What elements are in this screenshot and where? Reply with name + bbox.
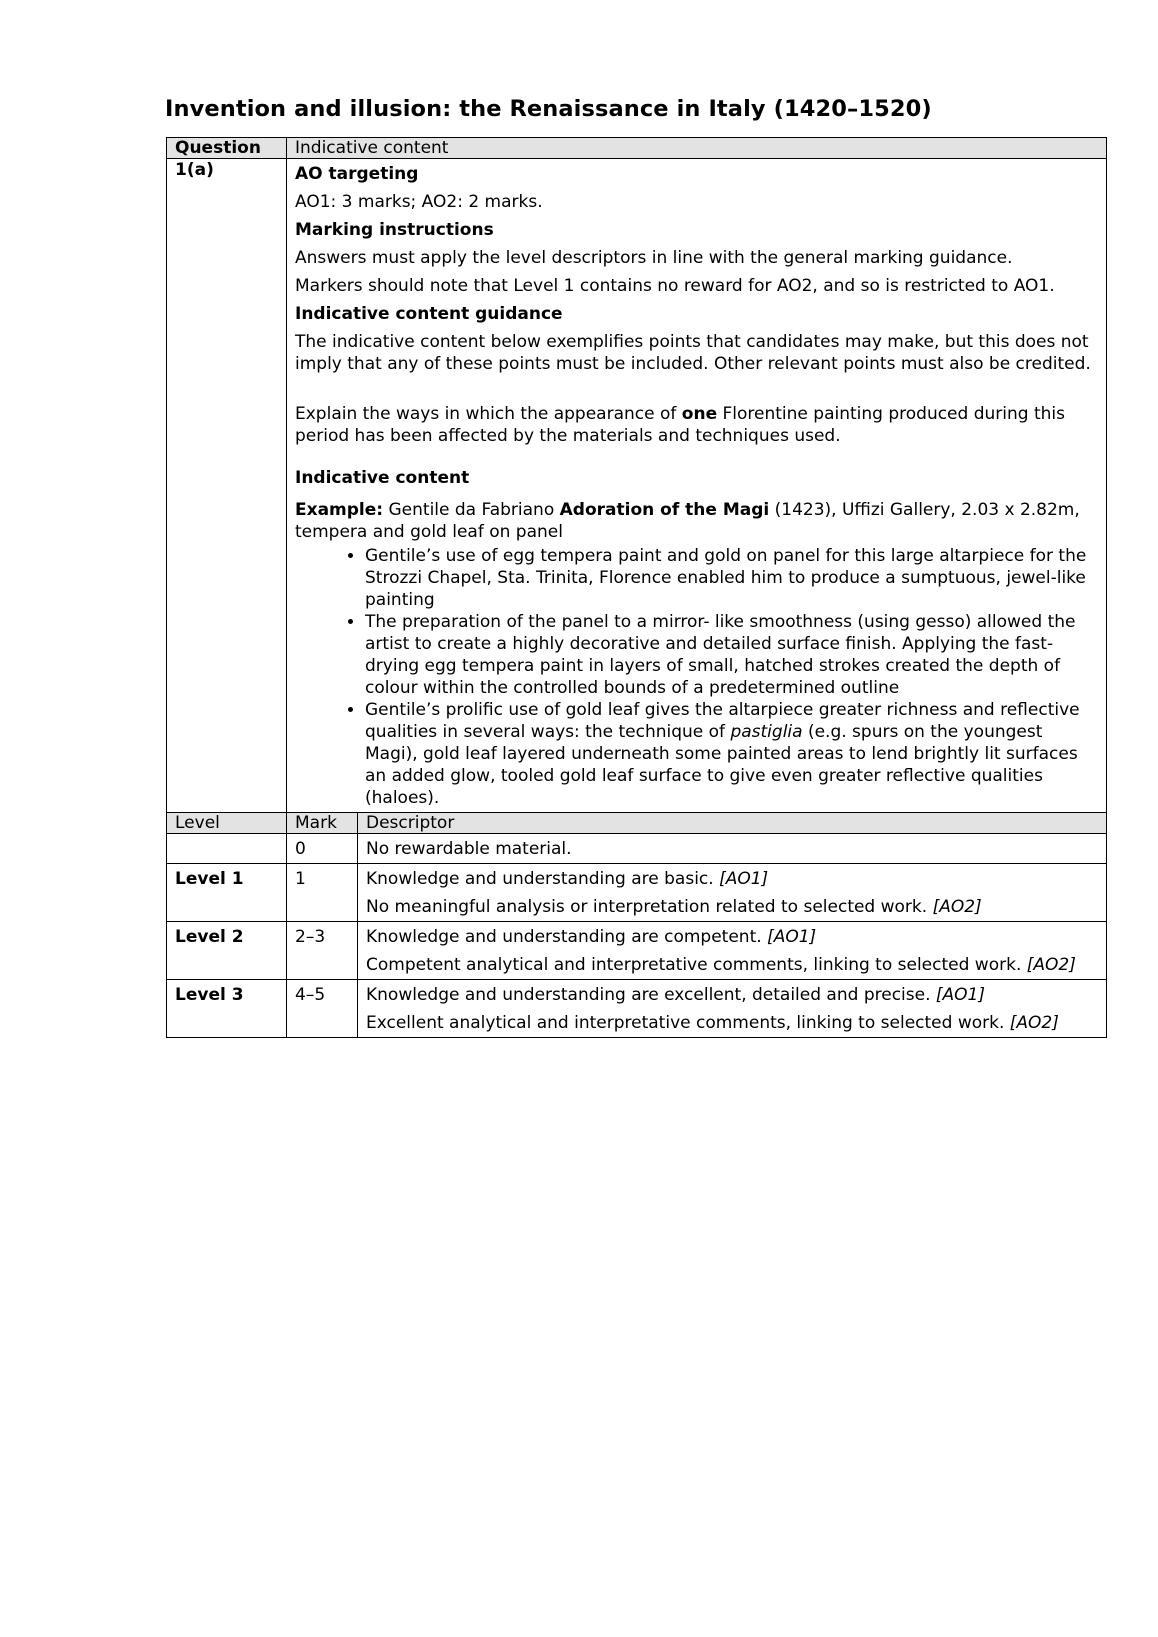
example-label: Example: — [295, 500, 384, 520]
mark-scheme-table — [166, 137, 1107, 1038]
bullet-text: (e.g. spurs on the youngest Magi), gold leaf layered underneath some painted areas to lend brightly lit surfaces an added glow, tooled gold leaf surface to give even greater reflective qualities (haloes). — [365, 722, 1078, 808]
descriptor-line — [366, 926, 1098, 948]
ao-tag: [AO2] — [932, 897, 982, 917]
prompt-text: Explain the ways in which the appearance of — [295, 404, 682, 424]
descriptor-header: Descriptor — [358, 813, 1107, 834]
question-row — [167, 159, 1107, 813]
ao-targeting-heading: AO targeting — [295, 164, 419, 184]
level-mark: 4–5 — [287, 980, 358, 1038]
example-artist: Gentile da Fabriano — [383, 500, 560, 520]
ao-tag: [AO1] — [719, 869, 769, 889]
level-header: Level — [167, 813, 287, 834]
page-title: Invention and illusion: the Renaissance in Italy (1420–1520) — [165, 96, 932, 122]
descriptor-line — [366, 1012, 1098, 1034]
level-descriptor — [358, 922, 1107, 980]
descriptor-text: Knowledge and understanding are competent. — [366, 927, 768, 947]
level-label — [167, 834, 287, 864]
descriptor-line: No rewardable material. — [366, 839, 572, 859]
descriptor-line — [366, 954, 1098, 976]
content-header: Indicative content — [287, 138, 1107, 159]
guidance-heading: Indicative content guidance — [295, 304, 563, 324]
example-details: (1423), Uffizi Gallery, 2.03 x 2.82m, tempera and gold leaf on panel — [295, 500, 1080, 542]
ao-tag: [AO1] — [935, 985, 985, 1005]
levels-header-row — [167, 813, 1107, 834]
example-work: Adoration of the Magi — [559, 500, 770, 520]
bullet-item: • Gentile’s use of egg tempera paint and gold on panel for this large altarpiece for the Strozzi Chapel, Sta. Trinita, Florence enabled him to produce a sumptuous, jewel-like painting — [365, 545, 1098, 611]
indicative-content-heading: Indicative content — [295, 468, 470, 488]
descriptor-text: Competent analytical and interpretative comments, linking to selected work. — [366, 955, 1027, 975]
marking-instructions-heading: Marking instructions — [295, 220, 494, 240]
level-row — [167, 980, 1107, 1038]
question-header: Question — [167, 138, 287, 159]
descriptor-text: Excellent analytical and interpretative comments, linking to selected work. — [366, 1013, 1010, 1033]
descriptor-line — [366, 984, 1098, 1006]
marking-instruction: Answers must apply the level descriptors in line with the general marking guidance. — [295, 248, 1013, 268]
level-descriptor — [358, 834, 1107, 864]
descriptor-line — [366, 868, 1098, 890]
level-label: Level 1 — [167, 864, 287, 922]
question-prompt — [295, 403, 1098, 447]
ao-targeting-text: AO1: 3 marks; AO2: 2 marks. — [295, 192, 543, 212]
prompt-text: Florentine painting produced during this period has been affected by the materials and techniques used. — [295, 404, 1065, 446]
ao-tag: [AO2] — [1026, 955, 1076, 975]
level-row — [167, 864, 1107, 922]
level-label: Level 3 — [167, 980, 287, 1038]
ao-tag: [AO2] — [1009, 1013, 1059, 1033]
question-number: 1(a) — [167, 159, 287, 813]
question-header-row — [167, 138, 1107, 159]
mark-header: Mark — [287, 813, 358, 834]
level-label: Level 2 — [167, 922, 287, 980]
level-mark: 2–3 — [287, 922, 358, 980]
level-row — [167, 834, 1107, 864]
indicative-content-cell — [287, 159, 1107, 813]
prompt-emphasis: one — [681, 404, 718, 424]
descriptor-text: Knowledge and understanding are excellent, detailed and precise. — [366, 985, 936, 1005]
level-row — [167, 922, 1107, 980]
ao-tag: [AO1] — [767, 927, 817, 947]
marking-instruction: Markers should note that Level 1 contains no reward for AO2, and so is restricted to AO1. — [295, 276, 1055, 296]
bullet-item — [365, 699, 1098, 809]
bullet-text: Gentile’s prolific use of gold leaf gives the altarpiece greater richness and reflective qualities in several ways: the technique of — [365, 700, 1080, 742]
example-line — [295, 499, 1098, 543]
level-mark: 1 — [287, 864, 358, 922]
guidance-text: The indicative content below exemplifies points that candidates may make, but this does not imply that any of these points must be included. Other relevant points must also be credited. — [295, 332, 1091, 374]
bullet-term: pastiglia — [730, 722, 803, 742]
descriptor-line — [366, 896, 1098, 918]
level-descriptor — [358, 980, 1107, 1038]
level-descriptor — [358, 864, 1107, 922]
descriptor-text: Knowledge and understanding are basic. — [366, 869, 720, 889]
bullet-item: • The preparation of the panel to a mirror- like smoothness (using gesso) allowed the artist to create a highly decorative and detailed surface finish. Applying the fast-drying egg tempera paint in layers of small, hatched strokes created the depth of colour within the controlled bounds of a predetermined outline — [365, 611, 1098, 699]
descriptor-text: No meaningful analysis or interpretation related to selected work. — [366, 897, 933, 917]
indicative-bullets — [295, 545, 1098, 809]
level-mark: 0 — [287, 834, 358, 864]
